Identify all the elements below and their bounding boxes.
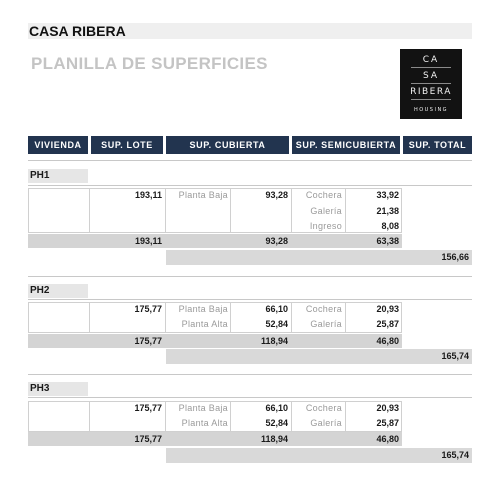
section-label-ph2: PH2 bbox=[28, 284, 88, 298]
subtotal-cubierta: 93,28 bbox=[265, 236, 288, 246]
section-rule bbox=[28, 276, 472, 277]
table-cell bbox=[28, 302, 90, 333]
subtotal-lote: 175,77 bbox=[134, 336, 162, 346]
semicubierta-label: Ingreso bbox=[309, 221, 342, 231]
section-label-ph1: PH1 bbox=[28, 169, 88, 183]
section-rule bbox=[28, 160, 472, 161]
cubierta-value: 66,10 bbox=[265, 304, 288, 314]
semicubierta-label: Cochera bbox=[305, 304, 342, 314]
semicubierta-value: 20,93 bbox=[376, 403, 399, 413]
semicubierta-value: 8,08 bbox=[381, 221, 399, 231]
section-rule bbox=[28, 185, 472, 186]
subtotal-cubierta: 118,94 bbox=[260, 434, 288, 444]
semicubierta-value: 25,87 bbox=[376, 418, 399, 428]
column-header-sup-lote: SUP. LOTE bbox=[91, 136, 163, 154]
logo-rule bbox=[411, 99, 451, 100]
column-header-sup-total: SUP. TOTAL bbox=[403, 136, 472, 154]
total-value: 165,74 bbox=[441, 450, 469, 460]
cubierta-value: 52,84 bbox=[265, 319, 288, 329]
logo-line-1: CA bbox=[422, 55, 440, 65]
column-header-sup-cubierta: SUP. CUBIERTA bbox=[166, 136, 289, 154]
table-cell bbox=[28, 188, 90, 233]
lote-value: 175,77 bbox=[134, 403, 162, 413]
cubierta-label: Planta Baja bbox=[178, 403, 228, 413]
subtotal-lote: 193,11 bbox=[134, 236, 162, 246]
subtotal-semicubierta: 63,38 bbox=[376, 236, 399, 246]
total-value: 165,74 bbox=[441, 351, 469, 361]
semicubierta-value: 33,92 bbox=[376, 190, 399, 200]
logo-rule bbox=[411, 83, 451, 84]
semicubierta-label: Galería bbox=[310, 206, 342, 216]
cubierta-label: Planta Baja bbox=[178, 190, 228, 200]
semicubierta-value: 21,38 bbox=[376, 206, 399, 216]
semicubierta-label: Galería bbox=[310, 319, 342, 329]
semicubierta-label: Cochera bbox=[305, 190, 342, 200]
cubierta-value: 66,10 bbox=[265, 403, 288, 413]
section-rule bbox=[28, 299, 472, 300]
subtotal-lote: 175,77 bbox=[134, 434, 162, 444]
column-header-vivienda: VIVIENDA bbox=[28, 136, 88, 154]
brand-title: CASA RIBERA bbox=[29, 23, 126, 39]
casa-ribera-logo bbox=[400, 49, 462, 119]
cubierta-label: Planta Alta bbox=[181, 319, 228, 329]
logo-subtitle: HOUSING bbox=[413, 107, 449, 113]
table-cell bbox=[28, 401, 90, 432]
logo-line-3: RIBERA bbox=[410, 87, 452, 97]
cubierta-value: 52,84 bbox=[265, 418, 288, 428]
lote-value: 193,11 bbox=[134, 190, 162, 200]
cubierta-label: Planta Baja bbox=[178, 304, 228, 314]
section-rule bbox=[28, 374, 472, 375]
semicubierta-label: Cochera bbox=[305, 403, 342, 413]
sheet-title: PLANILLA DE SUPERFICIES bbox=[31, 54, 268, 73]
section-label-ph3: PH3 bbox=[28, 382, 88, 396]
section-rule bbox=[28, 397, 472, 398]
subtotal-semicubierta: 46,80 bbox=[376, 434, 399, 444]
semicubierta-value: 20,93 bbox=[376, 304, 399, 314]
logo-line-2: SA bbox=[422, 71, 440, 81]
semicubierta-value: 25,87 bbox=[376, 319, 399, 329]
lote-value: 175,77 bbox=[134, 304, 162, 314]
total-value: 156,66 bbox=[441, 252, 469, 262]
subtotal-cubierta: 118,94 bbox=[260, 336, 288, 346]
semicubierta-label: Galería bbox=[310, 418, 342, 428]
logo-rule bbox=[411, 67, 451, 68]
column-header-sup-semicubierta: SUP. SEMICUBIERTA bbox=[292, 136, 400, 154]
cubierta-label: Planta Alta bbox=[181, 418, 228, 428]
cubierta-value: 93,28 bbox=[265, 190, 288, 200]
subtotal-semicubierta: 46,80 bbox=[376, 336, 399, 346]
